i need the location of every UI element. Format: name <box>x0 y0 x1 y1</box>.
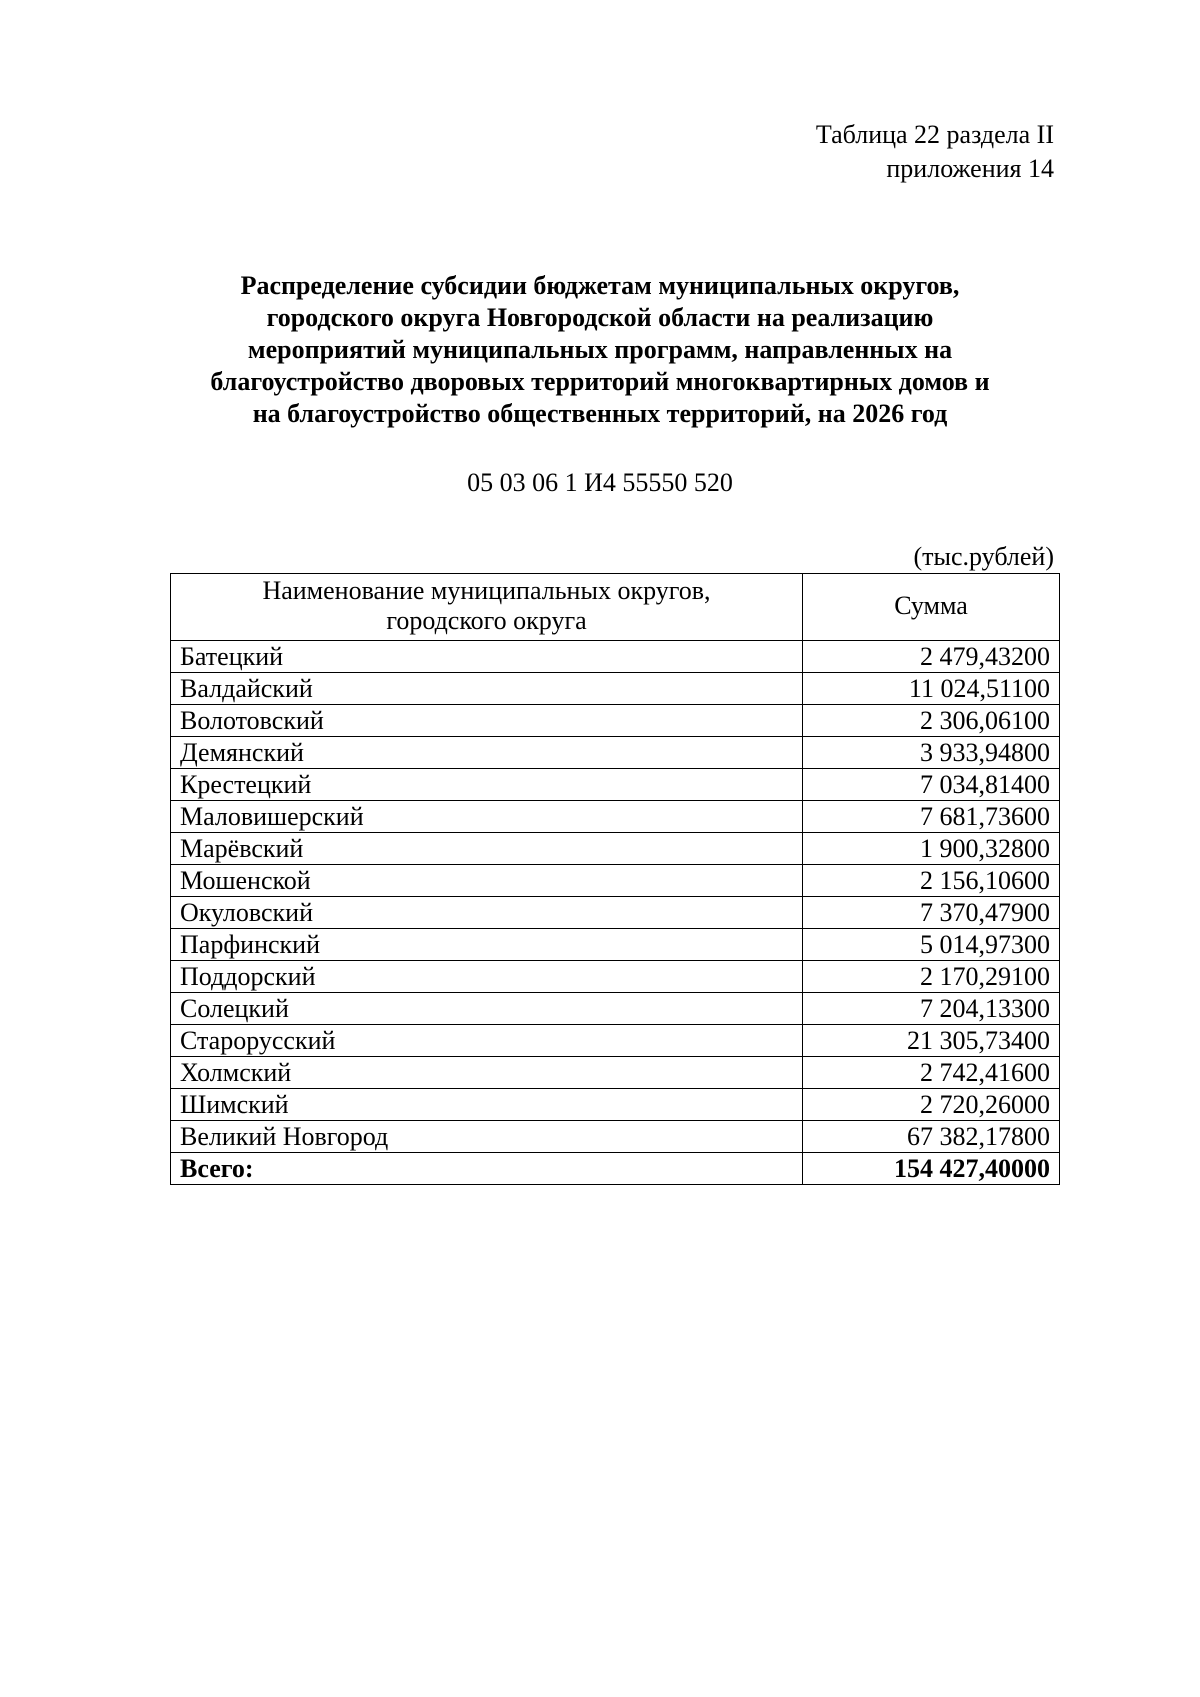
district-amount: 2 742,41600 <box>803 1057 1060 1089</box>
district-name: Маловишерский <box>171 801 803 833</box>
appendix-number: приложения 14 <box>886 154 1054 183</box>
district-name: Валдайский <box>171 673 803 705</box>
district-amount: 21 305,73400 <box>803 1025 1060 1057</box>
district-name: Шимский <box>171 1089 803 1121</box>
district-name: Парфинский <box>171 929 803 961</box>
table-row <box>171 801 1060 833</box>
column-header-name-line: Наименование муниципальных округов, <box>262 576 711 605</box>
district-name: Марёвский <box>171 833 803 865</box>
column-header-name-line: городского округа <box>386 606 587 635</box>
district-amount: 11 024,51100 <box>803 673 1060 705</box>
district-name: Крестецкий <box>171 769 803 801</box>
district-amount: 5 014,97300 <box>803 929 1060 961</box>
district-name: Великий Новгород <box>171 1121 803 1153</box>
table-row <box>171 961 1060 993</box>
district-name: Поддорский <box>171 961 803 993</box>
title-line: мероприятий муниципальных программ, направленных на <box>247 335 953 364</box>
title-line: благоустройство дворовых территорий многоквартирных домов и <box>210 367 990 396</box>
district-amount: 2 306,06100 <box>803 705 1060 737</box>
column-header-name <box>171 574 803 641</box>
table-number: Таблица 22 раздела II <box>815 120 1054 149</box>
district-amount: 7 681,73600 <box>803 801 1060 833</box>
district-amount: 3 933,94800 <box>803 737 1060 769</box>
table-header-row <box>171 574 1060 641</box>
district-amount: 67 382,17800 <box>803 1121 1060 1153</box>
table-reference <box>816 118 1054 186</box>
table-row <box>171 641 1060 673</box>
district-amount: 1 900,32800 <box>803 833 1060 865</box>
district-amount: 2 156,10600 <box>803 865 1060 897</box>
district-amount: 7 370,47900 <box>803 897 1060 929</box>
title-line: Распределение субсидии бюджетам муниципальных округов, <box>240 271 960 300</box>
table-row <box>171 865 1060 897</box>
table-row <box>171 769 1060 801</box>
table-row <box>171 1121 1060 1153</box>
district-name: Волотовский <box>171 705 803 737</box>
district-amount: 2 170,29100 <box>803 961 1060 993</box>
district-amount: 7 034,81400 <box>803 769 1060 801</box>
table-row <box>171 1089 1060 1121</box>
title-line: городского округа Новгородской области на реализацию <box>266 303 934 332</box>
table-row <box>171 897 1060 929</box>
district-name: Солецкий <box>171 993 803 1025</box>
district-amount: 2 479,43200 <box>803 641 1060 673</box>
units-label: (тыс.рублей) <box>913 542 1054 571</box>
total-label: Всего: <box>171 1153 803 1185</box>
total-row <box>171 1153 1060 1185</box>
title-line: на благоустройство общественных территорий, на 2026 год <box>252 399 948 428</box>
table-row <box>171 737 1060 769</box>
table-row <box>171 833 1060 865</box>
district-name: Холмский <box>171 1057 803 1089</box>
district-name: Мошенской <box>171 865 803 897</box>
total-amount: 154 427,40000 <box>803 1153 1060 1185</box>
table-row <box>171 673 1060 705</box>
district-name: Старорусский <box>171 1025 803 1057</box>
district-amount: 7 204,13300 <box>803 993 1060 1025</box>
distribution-table <box>170 573 1060 1185</box>
document-title <box>150 270 1050 430</box>
district-name: Батецкий <box>171 641 803 673</box>
table-row <box>171 1057 1060 1089</box>
table-row <box>171 993 1060 1025</box>
table-row <box>171 1025 1060 1057</box>
district-name: Демянский <box>171 737 803 769</box>
budget-classification-code: 05 03 06 1 И4 55550 520 <box>467 468 733 497</box>
table-row <box>171 929 1060 961</box>
district-amount: 2 720,26000 <box>803 1089 1060 1121</box>
table-row <box>171 705 1060 737</box>
district-name: Окуловский <box>171 897 803 929</box>
column-header-amount: Сумма <box>803 574 1060 641</box>
